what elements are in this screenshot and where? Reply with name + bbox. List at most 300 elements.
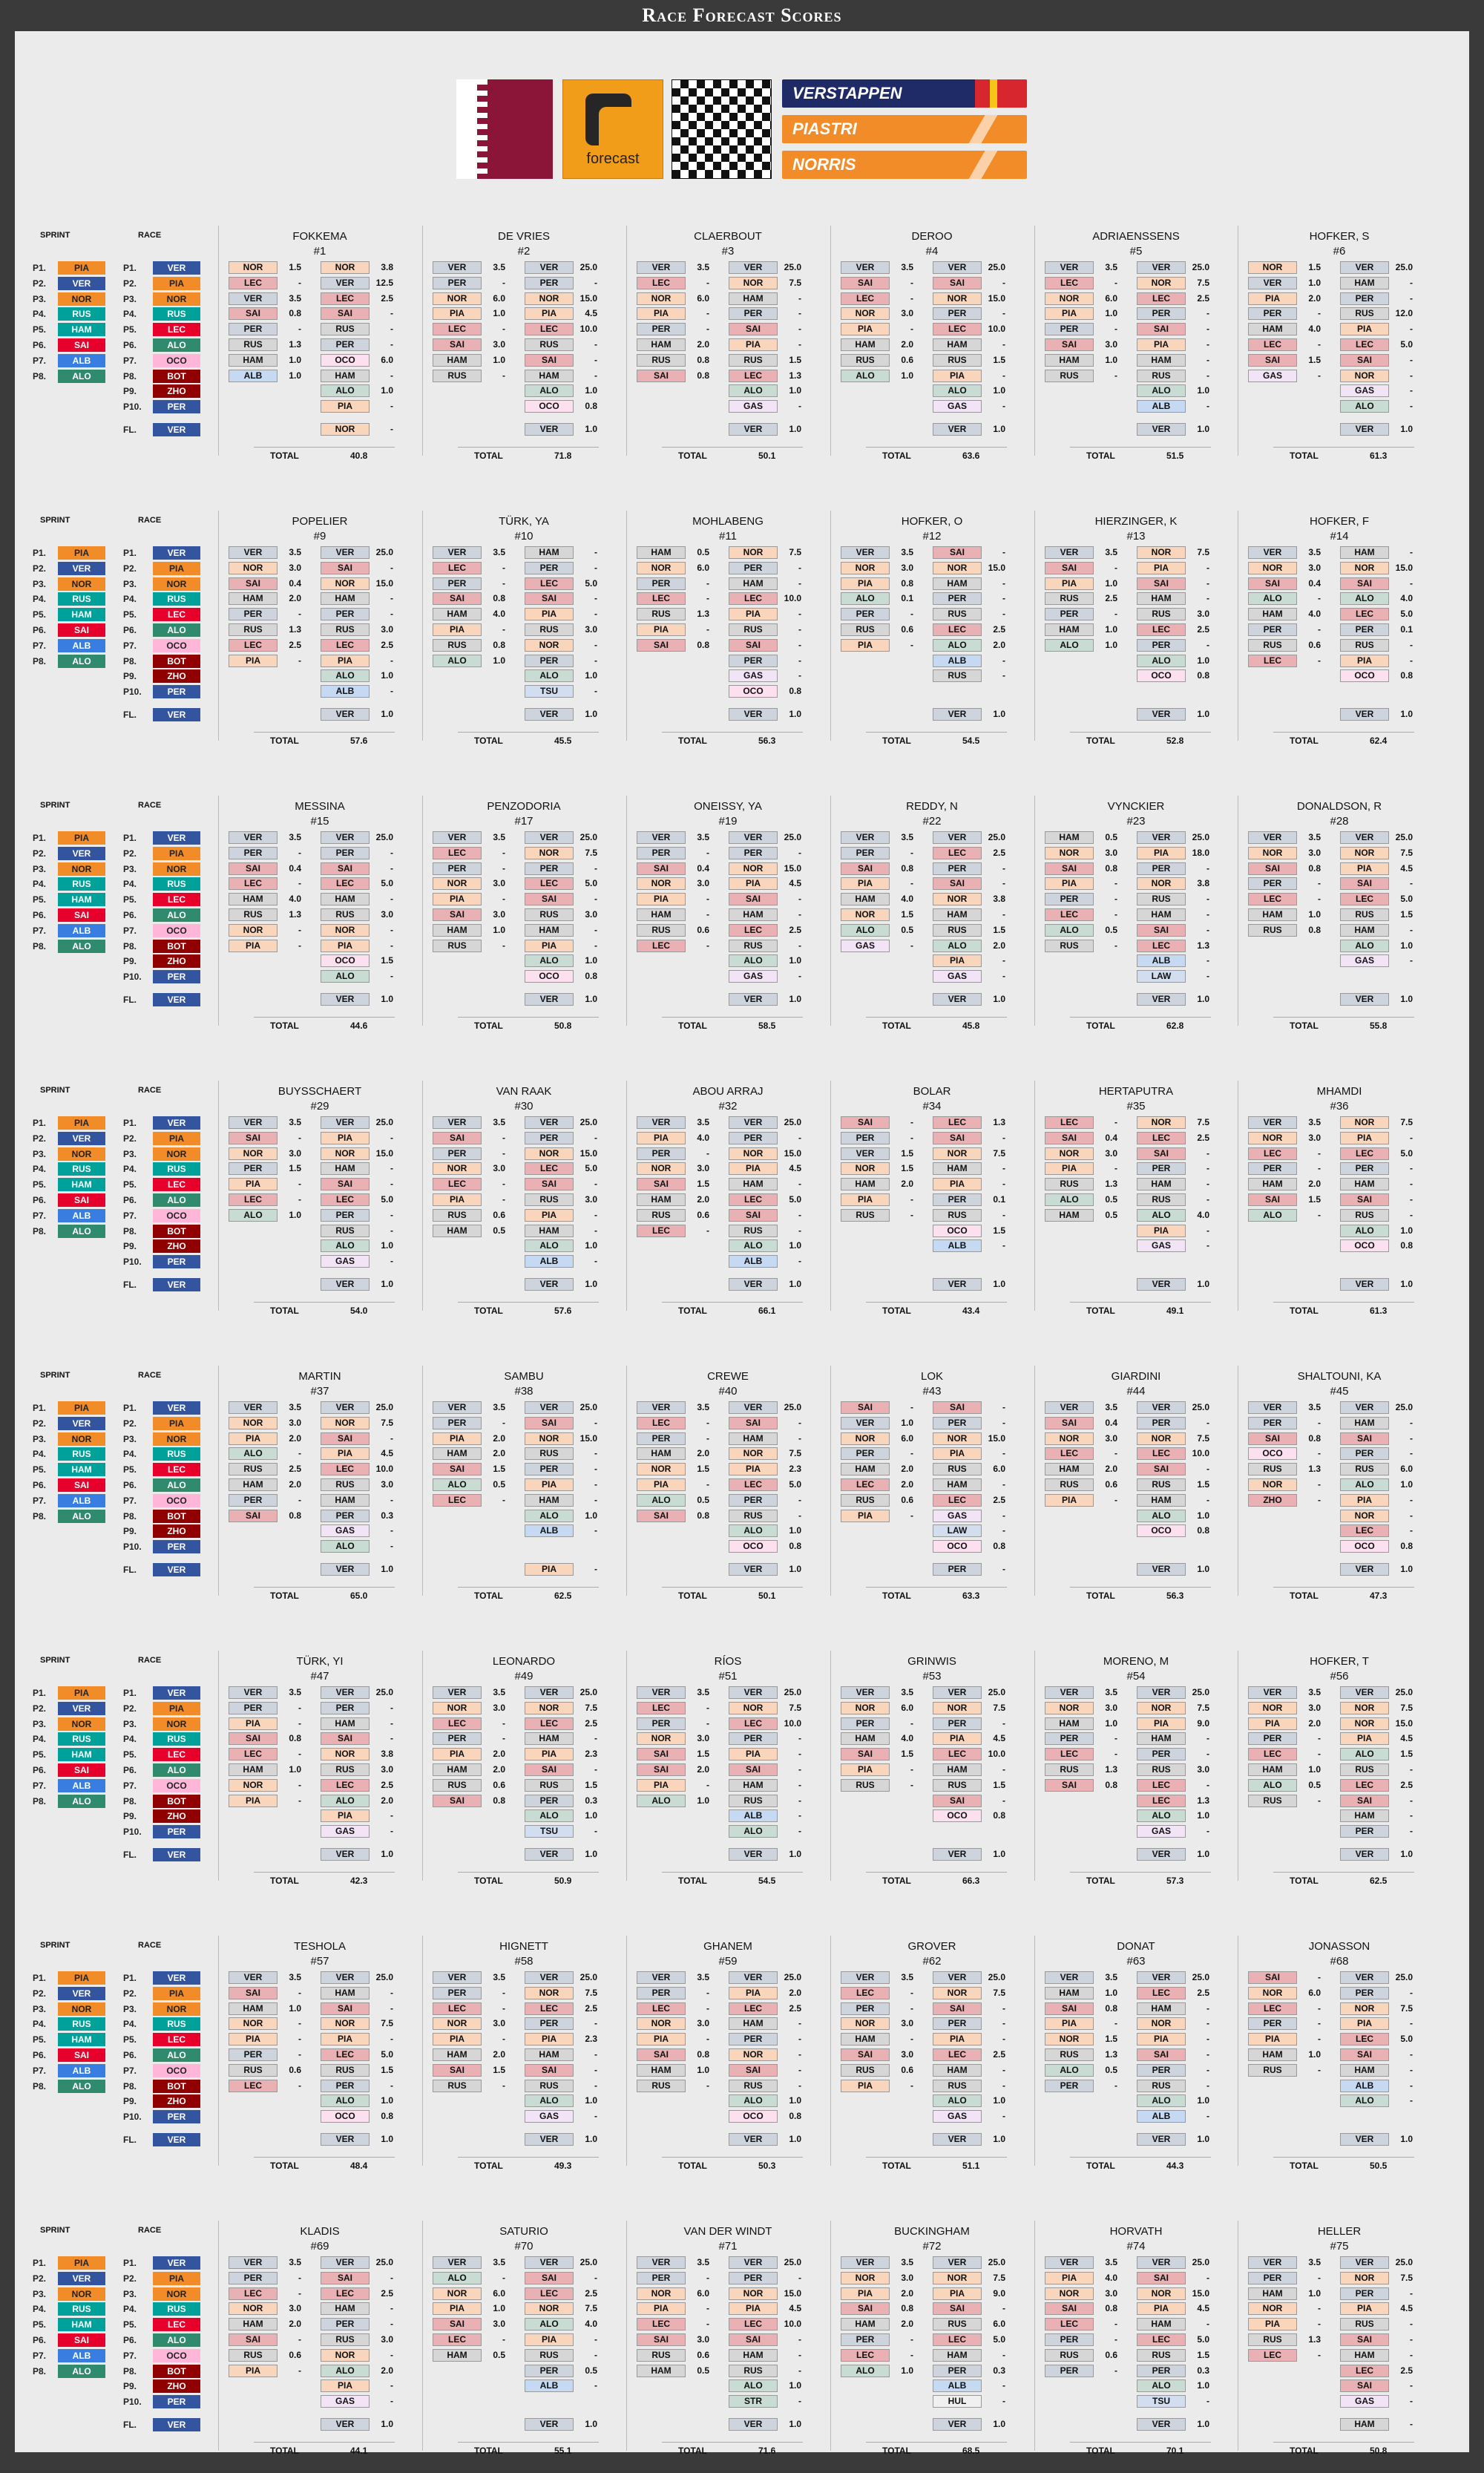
sprint-pick-score: 0.8	[1105, 2002, 1117, 2014]
race-pick: HAM	[321, 592, 370, 605]
race-pick-score: 5.0	[1400, 894, 1413, 905]
race-pick-score: 2.3	[789, 1464, 801, 1475]
race-pick: PIA	[1137, 338, 1186, 351]
total-rule	[458, 1302, 599, 1303]
sprint-pick-score: -	[1114, 562, 1117, 573]
race-pick-score: 0.3	[993, 2365, 1005, 2376]
sprint-pick-score: -	[298, 1702, 301, 1713]
race-pick: VER	[933, 261, 982, 274]
sprint-pick: VER	[841, 546, 890, 559]
race-pick: OCO	[1340, 669, 1389, 682]
race-pick-score: -	[1410, 1525, 1413, 1536]
race-pick-score: 25.0	[1395, 832, 1413, 842]
sprint-pick: PER	[1045, 2080, 1094, 2092]
race-pick-score: -	[798, 324, 801, 335]
race-pick-score: 15.0	[1395, 562, 1413, 573]
sprint-pick: PER	[1045, 323, 1094, 335]
race-pick: PER	[321, 608, 370, 620]
column-divider	[1034, 2221, 1035, 2451]
race-pick: LEC	[729, 924, 778, 937]
race-pick: OCO	[525, 970, 574, 983]
sprint-result-rus: RUS	[58, 307, 105, 321]
sprint-pick: SAI	[637, 2333, 686, 2346]
sprint-pick-score: -	[1114, 2080, 1117, 2091]
race-pick: HAM	[1340, 1417, 1389, 1429]
player-name: VAN DER WINDT	[683, 2225, 772, 2238]
sprint-pick: RUS	[1045, 1178, 1094, 1190]
race-pick-score: 1.3	[1197, 940, 1209, 951]
race-pick: SAI	[933, 546, 982, 559]
sprint-pick: ALO	[1248, 1209, 1297, 1222]
race-pick-score: -	[390, 2034, 393, 2045]
sprint-pick-score: 1.5	[1308, 354, 1321, 365]
sprint-pick: ALO	[229, 1447, 278, 1460]
sprint-pick-score: -	[910, 1209, 913, 1220]
race-pick: NOR	[525, 1147, 574, 1160]
player-number: #15	[310, 815, 329, 828]
sprint-pick-score: -	[706, 1147, 709, 1159]
race-pick-score: 7.5	[1197, 277, 1209, 288]
sprint-pick-score: -	[1114, 1163, 1117, 1174]
race-pick: GAS	[729, 400, 778, 413]
race-pick-score: 10.0	[784, 593, 801, 604]
sprint-pick-score: 3.5	[901, 2257, 913, 2267]
race-pick: NOR	[1340, 2002, 1389, 2015]
race-pick: SAI	[729, 2064, 778, 2077]
player-name: CREWE	[707, 1370, 749, 1383]
sprint-pick: NOR	[637, 2287, 686, 2300]
race-pick-score: 3.0	[381, 909, 393, 920]
race-pick-score: 7.5	[1197, 1702, 1209, 1713]
sprint-pick-score: 0.6	[493, 1779, 505, 1790]
sprint-pick: PER	[1248, 2272, 1297, 2284]
race-result-rus: RUS	[153, 2017, 200, 2031]
race-pick: ALO	[729, 1239, 778, 1252]
sprint-pos-label: P7.	[33, 1780, 47, 1791]
sprint-pick-score: -	[1114, 1117, 1117, 1127]
race-pick-score: 25.0	[784, 832, 801, 842]
race-pick-score: -	[1206, 370, 1209, 381]
race-pick-score: -	[594, 894, 597, 905]
sprint-pick-score: 2.5	[289, 639, 301, 650]
sprint-pick: VER	[1045, 2256, 1094, 2269]
race-pick-score: -	[1410, 354, 1413, 365]
sprint-result-sai: SAI	[58, 623, 105, 637]
race-pick: PER	[321, 2318, 370, 2330]
sprint-pick: RUS	[1045, 940, 1094, 952]
total-rule	[1273, 732, 1414, 733]
player-number: #32	[718, 1100, 738, 1113]
sprint-pick-score: 3.0	[1105, 2287, 1117, 2299]
race-pick-score: -	[1410, 1795, 1413, 1806]
sprint-pick: NOR	[1248, 1987, 1297, 1999]
player-name: POPELIER	[292, 515, 348, 528]
race-pick-score: -	[390, 894, 393, 905]
sprint-pick: LEC	[637, 1225, 686, 1237]
race-pick: PER	[525, 2017, 574, 2030]
race-pick-score: 7.5	[1400, 2272, 1413, 2283]
race-pick-score: -	[390, 401, 393, 412]
sprint-pick: SAI	[433, 1132, 482, 1144]
sprint-pick-score: 1.5	[493, 1464, 505, 1475]
race-pick: PER	[1137, 1162, 1186, 1175]
sprint-pick-score: 1.0	[1105, 624, 1117, 635]
race-pick: NOR	[321, 1147, 370, 1160]
race-pick-score: -	[1410, 1179, 1413, 1190]
race-pick-score: 1.0	[1197, 655, 1209, 666]
race-pick: NOR	[729, 1147, 778, 1160]
sprint-pick: PER	[433, 862, 482, 875]
total-label: TOTAL	[1290, 2161, 1319, 2171]
race-pick-score: -	[594, 1209, 597, 1220]
sprint-pick: SAI	[229, 1510, 278, 1522]
player-number: #68	[1330, 1955, 1349, 1968]
sprint-pos-label: P3.	[33, 1148, 47, 1159]
sprint-pick: PIA	[841, 1193, 890, 1206]
race-pos-label: P6.	[123, 910, 137, 920]
race-pick: VER	[525, 1116, 574, 1129]
fl-pick: VER	[729, 2133, 778, 2146]
race-result-nor: NOR	[153, 862, 200, 876]
race-pick-score: 7.5	[789, 1702, 801, 1713]
sprint-result-nor: NOR	[58, 577, 105, 591]
sprint-pick-score: 0.5	[901, 924, 913, 935]
fl-pick: NOR	[321, 423, 370, 436]
race-pick: VER	[1340, 1971, 1389, 1984]
sprint-pick-score: -	[706, 2303, 709, 2314]
race-pick: ALO	[1137, 655, 1186, 667]
sprint-pick-score: 4.0	[1308, 324, 1321, 335]
race-pick: ALO	[1340, 400, 1389, 413]
race-pick-score: -	[1206, 2319, 1209, 2330]
race-pick: HAM	[729, 2349, 778, 2362]
race-result-zho: ZHO	[153, 954, 200, 968]
sprint-pick-score: 3.5	[1308, 2257, 1321, 2267]
race-pick-score: -	[1410, 2380, 1413, 2391]
sprint-pick: LEC	[1045, 1116, 1094, 1129]
sprint-pick: PER	[1248, 1162, 1297, 1175]
total-rule	[254, 1302, 395, 1303]
sprint-pick: ALO	[637, 1494, 686, 1507]
race-pick-score: -	[798, 1225, 801, 1236]
race-pick: VER	[321, 277, 370, 289]
sprint-pick-score: -	[1114, 1733, 1117, 1744]
race-pick-score: 0.8	[789, 686, 801, 697]
race-pick: ALO	[321, 669, 370, 682]
race-pick-score: -	[1206, 1733, 1209, 1744]
race-result-pia: PIA	[153, 1417, 200, 1430]
sprint-pos-label: P1.	[33, 1973, 47, 1983]
fl-pick: VER	[525, 2133, 574, 2146]
race-pick: HAM	[933, 2064, 982, 2077]
sprint-pick: RUS	[1045, 2349, 1094, 2362]
race-pick: PER	[525, 2365, 574, 2377]
total-rule	[254, 1872, 395, 1873]
sprint-pick: PIA	[1045, 1162, 1094, 1175]
sprint-pick-score: 6.0	[697, 562, 709, 573]
race-pick-score: 1.0	[1400, 1225, 1413, 1236]
race-pick: LEC	[729, 2002, 778, 2015]
sprint-result-sai: SAI	[58, 1478, 105, 1492]
race-pos-label: P2.	[123, 563, 137, 574]
race-pick: NOR	[729, 1447, 778, 1460]
sprint-header: SPRINT	[40, 1086, 70, 1095]
race-pick: RUS	[321, 1763, 370, 1776]
player-name: HORVATH	[1109, 2225, 1163, 2238]
player-number: #3	[721, 245, 735, 258]
sprint-pick-score: -	[706, 847, 709, 858]
column-divider	[626, 1366, 627, 1596]
race-pick-score: 4.5	[993, 1733, 1005, 1744]
sprint-pick: PIA	[1045, 577, 1094, 590]
race-pick-score: -	[390, 940, 393, 951]
race-pick: PIA	[1340, 323, 1389, 335]
race-pick: VER	[729, 831, 778, 844]
race-pick-score: 1.0	[381, 670, 393, 681]
sprint-pick: LEC	[1248, 1748, 1297, 1760]
player-number: #44	[1126, 1385, 1146, 1398]
total-value: 49.1	[1166, 1306, 1184, 1316]
race-pick: LEC	[1137, 2333, 1186, 2346]
sprint-pick-score: 3.5	[289, 292, 301, 304]
sprint-result-sai: SAI	[58, 1193, 105, 1207]
race-result-nor: NOR	[153, 1432, 200, 1446]
race-pick: GAS	[933, 2110, 982, 2123]
sprint-pick-score: 0.6	[697, 924, 709, 935]
race-pick-score: 3.8	[381, 1749, 393, 1760]
sprint-pick: NOR	[637, 1732, 686, 1745]
fl-pick: VER	[1137, 1848, 1186, 1861]
total-rule	[458, 732, 599, 733]
total-label: TOTAL	[678, 736, 707, 746]
player-name: BUYSSCHAERT	[278, 1085, 362, 1098]
sprint-result-alb: ALB	[58, 2064, 105, 2077]
sprint-pick-score: -	[502, 2272, 505, 2283]
race-pick-score: -	[594, 2049, 597, 2060]
race-pick-score: 4.5	[789, 1163, 801, 1174]
sprint-pick: LEC	[433, 1494, 482, 1507]
sprint-pick: NOR	[229, 261, 278, 274]
race-pos-label: P7.	[123, 355, 137, 366]
sprint-pick: VER	[841, 1417, 890, 1429]
sprint-pick: SAI	[1045, 2002, 1094, 2015]
sprint-pick: PIA	[637, 2033, 686, 2045]
sprint-pick: NOR	[229, 924, 278, 937]
race-pick: HAM	[321, 370, 370, 382]
race-pick-score: -	[1410, 924, 1413, 935]
race-pick: ALO	[933, 940, 982, 952]
sprint-pick-score: -	[706, 2002, 709, 2014]
total-value: 51.5	[1166, 451, 1184, 461]
race-pick-score: -	[798, 894, 801, 905]
race-result-pia: PIA	[153, 2272, 200, 2285]
race-pick: PIA	[933, 1732, 982, 1745]
race-pick: RUS	[321, 908, 370, 921]
race-pick: LEC	[1137, 1132, 1186, 1144]
fl-pick-score: 1.0	[1400, 424, 1413, 434]
sprint-pos-label: P1.	[33, 548, 47, 558]
race-pick-score: -	[1002, 1525, 1005, 1536]
race-pick-score: -	[390, 1826, 393, 1837]
fl-result: VER	[153, 993, 200, 1006]
player-number: #9	[313, 530, 326, 543]
sprint-pick-score: 3.0	[901, 562, 913, 573]
sprint-pick: RUS	[433, 2080, 482, 2092]
sprint-pick-score: 0.4	[1105, 1417, 1117, 1428]
sprint-pick-score: -	[706, 1432, 709, 1444]
sprint-pick-score: -	[502, 1194, 505, 1205]
race-pick: LEC	[933, 323, 982, 335]
total-label: TOTAL	[474, 736, 503, 746]
race-pick: LEC	[1340, 2033, 1389, 2045]
race-pick: HAM	[933, 1162, 982, 1175]
sprint-pick: PIA	[1045, 877, 1094, 890]
sprint-pick: NOR	[1045, 2287, 1094, 2300]
race-pos-label: P7.	[123, 2350, 137, 2361]
sprint-pick-score: -	[1318, 308, 1321, 319]
sprint-pick-score: -	[502, 2002, 505, 2014]
sprint-pick-score: -	[706, 624, 709, 635]
sprint-pick: VER	[433, 831, 482, 844]
race-pick-score: 7.5	[993, 1702, 1005, 1713]
race-pick: SAI	[1137, 2048, 1186, 2061]
sprint-pick: LEC	[229, 1193, 278, 1206]
sprint-pos-label: P4.	[33, 1449, 47, 1460]
race-pick-score: 0.8	[1400, 1240, 1413, 1251]
player-number: #19	[718, 815, 738, 828]
total-rule	[662, 1017, 803, 1018]
race-pick: SAI	[1340, 2048, 1389, 2061]
fl-pick-score: 1.0	[1197, 1849, 1209, 1859]
race-result-lec: LEC	[153, 608, 200, 621]
race-pick-score: 3.0	[1197, 1764, 1209, 1775]
race-pick: HAM	[321, 893, 370, 905]
race-pick-score: -	[390, 562, 393, 573]
race-pick-score: 1.0	[1400, 1479, 1413, 1490]
race-pick-score: -	[798, 2396, 801, 2407]
sprint-pick-score: -	[298, 1179, 301, 1190]
race-pick: SAI	[1340, 354, 1389, 367]
race-header: RACE	[138, 1371, 162, 1380]
sprint-result-ham: HAM	[58, 608, 105, 621]
race-pick: GAS	[933, 1510, 982, 1522]
race-pick: RUS	[933, 1209, 982, 1222]
sprint-pick-score: -	[502, 940, 505, 951]
race-pick: PER	[729, 1732, 778, 1745]
sprint-pick-score: 1.0	[1308, 909, 1321, 920]
sprint-pick: SAI	[433, 908, 482, 921]
race-pick-score: -	[798, 971, 801, 982]
race-pick-score: 4.5	[1197, 2303, 1209, 2314]
race-pick-score: -	[594, 924, 597, 935]
sprint-pick-score: 3.5	[1105, 547, 1117, 557]
sprint-pick-score: 1.0	[493, 308, 505, 319]
race-pos-label: P6.	[123, 1195, 137, 1205]
fl-pick-score: 1.0	[1400, 2134, 1413, 2144]
sprint-pick-score: -	[1114, 1448, 1117, 1459]
total-label: TOTAL	[270, 451, 299, 461]
race-result-bot: BOT	[153, 1225, 200, 1238]
race-pick-score: 1.0	[585, 385, 597, 396]
total-rule	[662, 1872, 803, 1873]
sprint-pick-score: -	[1318, 1417, 1321, 1428]
sprint-pick-score: 3.0	[493, 1163, 505, 1174]
race-pick-score: -	[798, 1417, 801, 1428]
race-pick: NOR	[1137, 2017, 1186, 2030]
sprint-pick-score: 0.8	[1308, 1432, 1321, 1444]
column-divider	[830, 1651, 831, 1881]
sprint-pick: PER	[637, 1717, 686, 1730]
race-pick: VER	[1137, 2256, 1186, 2269]
race-pick-score: 0.3	[381, 1510, 393, 1521]
race-pick-score: 25.0	[988, 1972, 1005, 1982]
total-label: TOTAL	[678, 1591, 707, 1601]
race-pick: RUS	[525, 1447, 574, 1460]
total-rule	[458, 2157, 599, 2158]
sprint-pick: HAM	[1045, 623, 1094, 636]
race-pick: LEC	[933, 623, 982, 636]
total-rule	[1070, 732, 1211, 733]
race-result-lec: LEC	[153, 1178, 200, 1191]
race-pick: NOR	[1340, 2272, 1389, 2284]
race-pick-score: 0.8	[1400, 1541, 1413, 1552]
sprint-pick: PER	[841, 1132, 890, 1144]
sprint-pick-score: 3.0	[493, 2018, 505, 2029]
race-pick: VER	[729, 261, 778, 274]
fl-pick-score: 1.0	[789, 1849, 801, 1859]
sprint-pick: HAM	[841, 2318, 890, 2330]
total-rule	[458, 1587, 599, 1588]
sprint-pick-score: -	[1318, 370, 1321, 381]
sprint-pick-score: 3.0	[493, 2319, 505, 2330]
race-pick-score: 25.0	[375, 1117, 393, 1127]
race-pick-score: -	[1002, 2396, 1005, 2407]
race-pick-score: -	[1206, 2064, 1209, 2075]
sprint-pick-score: -	[706, 577, 709, 589]
sprint-pick-score: -	[298, 2080, 301, 2091]
sprint-pick: VER	[1045, 1971, 1094, 1984]
sprint-pick: PIA	[1045, 2272, 1094, 2284]
race-pick-score: -	[1002, 1402, 1005, 1412]
sprint-pick: RUS	[229, 623, 278, 636]
sprint-pick: PER	[637, 1147, 686, 1160]
sprint-pick-score: 3.0	[901, 308, 913, 319]
sprint-pick: LEC	[229, 1748, 278, 1760]
race-pick: ALB	[933, 1239, 982, 1252]
sprint-pick-score: -	[706, 940, 709, 951]
race-pick-score: 10.0	[988, 324, 1005, 335]
fl-pick-score: -	[594, 1564, 597, 1574]
race-pick-score: 1.0	[789, 1525, 801, 1536]
race-pick-score: -	[1206, 2049, 1209, 2060]
column-divider	[218, 2221, 219, 2451]
sprint-pick-score: 0.6	[1105, 1479, 1117, 1490]
fl-pick: VER	[1340, 708, 1389, 721]
sprint-pick-score: -	[706, 308, 709, 319]
column-divider	[1034, 511, 1035, 741]
total-value: 51.1	[962, 2161, 980, 2171]
fl-pick: VER	[1137, 708, 1186, 721]
race-pick-score: 1.0	[381, 2095, 393, 2106]
race-pick-score: 25.0	[784, 1972, 801, 1982]
total-value: 71.8	[554, 451, 572, 461]
sprint-pick-score: 0.6	[493, 1209, 505, 1220]
sprint-pick-score: 3.5	[697, 1687, 709, 1697]
race-pos-label: P10.	[123, 2112, 142, 2123]
race-pick: RUS	[933, 2080, 982, 2092]
sprint-pick: RUS	[841, 1209, 890, 1222]
sprint-pick: ALO	[1248, 1779, 1297, 1792]
